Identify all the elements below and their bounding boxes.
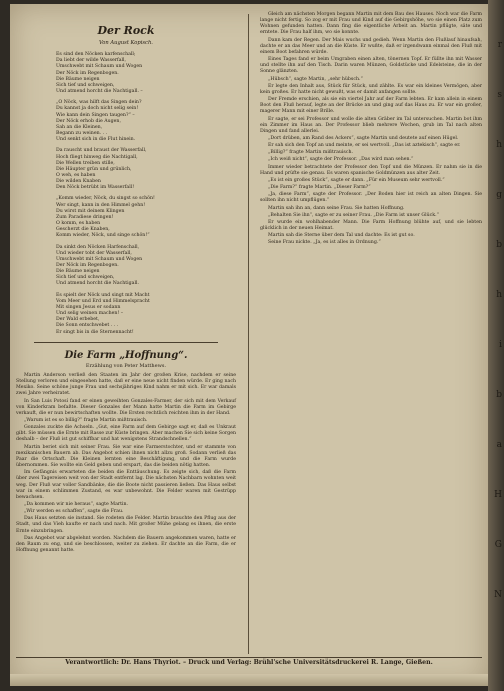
poem-line: „O Nöck, was hilft das Singen dein? bbox=[56, 100, 142, 106]
poem-line: Es sind den Nöcken karfenschall; bbox=[56, 52, 136, 58]
poem-stanza bbox=[16, 293, 236, 336]
poem-line: Die Bäume neigen bbox=[56, 269, 100, 275]
edge-letter: h bbox=[496, 140, 502, 150]
poem-stanza bbox=[16, 100, 236, 143]
paragraph: Er wurde ein wohlhabender Mann. Die Farm Hoffnung blühte auf, und sie lebten glücklich in der neuen Heimat. bbox=[260, 219, 482, 231]
imprint: Verantwortlich: Dr. Hans Thyriot. – Druck und Verlag: Brühl'sche Universitätsdruckerei R. Lange, Gießen. bbox=[16, 657, 482, 667]
paragraph: Seine Frau nickte. „Ja, es ist alles in Ordnung.“ bbox=[268, 240, 381, 246]
edge-letter: b bbox=[496, 240, 502, 250]
paragraph: „Es ist ein großes Stück“, sagte er dann. „Für ein Museum sehr wertvoll.“ bbox=[268, 177, 445, 183]
paragraph: „Hübsch“, sagte Martin, „sehr hübsch.“ bbox=[268, 76, 363, 82]
poem-line: Die Sonn entschwebet . . . bbox=[56, 323, 119, 329]
edge-letter: r bbox=[497, 40, 502, 50]
paragraph: „Wir werden es schaffen“, sagte die Frau. bbox=[24, 509, 124, 515]
divider bbox=[34, 342, 218, 343]
newspaper-page bbox=[10, 4, 488, 686]
poem-line: Vom Meer und Erd und Himmelspracht bbox=[56, 298, 150, 304]
paragraph: Gonzales zuckte die Achseln. „Gut, eine Farm auf dem Gebirge sagt er, daß es Unkraut gibt. Sie müssen die Ernte mit Rasse zur Küste bringen. Aber machen Sie sich keine Sorgen deshalb – der Fluß ist gut schiffbar und hat wenigstens Strandschnellen.“ bbox=[16, 425, 236, 443]
poem-stanza bbox=[16, 52, 236, 95]
story-text-left bbox=[16, 373, 236, 554]
poem-line: Und senkt sich in die Flut hinein. bbox=[56, 137, 136, 143]
paragraph: „Dort drüben, am Rand des Ackers“, sagte Martin und deutete auf einen Hügel. bbox=[268, 135, 459, 141]
edge-letter: G bbox=[494, 540, 502, 550]
poem-line: Begann zu weinen. . . bbox=[56, 131, 108, 137]
edge-letter: b bbox=[496, 390, 502, 400]
poem-line: Sich tief und schweigen, bbox=[56, 275, 115, 281]
poem-line: O weh, es haben bbox=[56, 172, 96, 178]
paragraph: Das Angebot war abgelehnt worden. Nachdem die Bauern angekommen waren, hatte er den Raum zu eng, und sie beschlossen, weiter zu ziehen. Er dachte an die Farm, die er Hoffnung genannt hatte. bbox=[16, 535, 236, 554]
poem-line: Die Häupter grün und grünlich, bbox=[56, 166, 132, 172]
poem-line: Es spielt der Nöck und singt mit Macht bbox=[56, 292, 150, 298]
edge-letter: a bbox=[496, 440, 502, 450]
poem-line: Da rauscht und braust der Wasserfall, bbox=[56, 148, 147, 154]
story-title: Die Farm „Hoffnung“. bbox=[64, 349, 188, 361]
left-column bbox=[16, 12, 236, 555]
poem-line: Hoch fliegt hinweg die Nachtigall, bbox=[56, 154, 138, 160]
paragraph: „Die Farm?“ fragte Martin. „Dieser Farm?“ bbox=[268, 185, 371, 191]
paragraph: „Behalten Sie ihn“, sagte er zu seiner Frau. „Die Farm ist unser Glück.“ bbox=[268, 212, 440, 218]
poem-line: Wer singt, kann in den Himmel gehn! bbox=[56, 202, 146, 208]
poem-line: Komm wieder, Nöck, und singe schön!“ bbox=[56, 233, 150, 239]
poem-line: „Komm wieder, Nöck, du singst so schön! bbox=[56, 196, 155, 202]
poem-stanza bbox=[16, 245, 236, 288]
paragraph: „Warum ist es so billig?“ fragte Martin mißtrauisch. bbox=[24, 417, 148, 423]
poem-stanza bbox=[16, 148, 236, 191]
poem-line: Mit singen Jesus er sodann bbox=[56, 304, 121, 310]
paragraph: Martin sah die Sterne über dem Tal und dachte: Es ist gut so. bbox=[268, 233, 415, 239]
poem-line: Sah an die Kleinen, bbox=[56, 124, 103, 130]
poem-line: Der Nöck erhob die Augen, bbox=[56, 118, 121, 124]
paragraph: Eines Tages fand er beim Umgraben einen alten, tönernen Topf. Er füllte ihn mit Wasser und stellte ihn auf den Tisch. Darin waren Münzen, Goldstücke und Edelsteine, die in der Sonne glänzten. bbox=[260, 57, 482, 75]
paragraph: Dann kam der Regen. Der Mais wuchs und gedieh. Wenn Martin den Flußlauf hinaufsah, dachte er an das Meer und an die Küste. Er wußte, daß er irgendwann einmal den Fluß mit einem Boot befahren würde. bbox=[260, 37, 482, 55]
paragraph: Martin Anderson verließ den Staaten im Jahr der großen Krise, nachdem er seine Stellung verloren und eingesehen hatte, daß er eine neue nicht finden würde. Er ging nach Mexiko. Seine schöne junge Frau und sechsjähriges Kind nahm er mit sich. Er war damals zwei Jahre verheiratet. bbox=[16, 372, 236, 397]
paragraph: Martin beriet sich mit seiner Frau. Sie war eine Farmerstochter, und er stammte von mexikanischen Bauern ab. Das Angebot schien ihnen nicht allzu groß. Sodann verließ das Paar die Ortschaft. Die Kleinen lernten eine Beschäftigung, und die Farm wurde übernommen. Sie wollte ein Geld geben und erspart, das die beiden nötig hatten. bbox=[16, 444, 236, 469]
poem-line: Da liebt der wilde Wasserfall, bbox=[56, 58, 127, 64]
poem-line: Umschwebt mit Schaum und Wogen bbox=[56, 64, 143, 70]
edge-letter: H bbox=[494, 490, 502, 500]
column-divider bbox=[248, 14, 249, 654]
poem-line: Die wilden Knaben bbox=[56, 179, 101, 185]
edge-letter: h bbox=[496, 290, 502, 300]
paragraph: „Da kommen wir nie heraus“, sagte Martin. bbox=[24, 502, 129, 507]
poem-title: Der Rock bbox=[97, 24, 155, 37]
paragraph: Er sah sich den Topf an und meinte, er sei wertvoll. „Das ist aztekisch“, sagte er. bbox=[268, 143, 461, 149]
paragraph: „Billig?“ fragte Martin mißtrauisch. bbox=[268, 150, 353, 156]
poem-line: Und wieder tobt der Wasserfall, bbox=[56, 250, 132, 256]
poem-line: Da sinkt den Nöcken Harfenschall, bbox=[56, 244, 140, 250]
paragraph: Martin sah ihn an, dann seine Frau. Sie hatten Hoffnung. bbox=[268, 205, 405, 211]
poem-stanza bbox=[16, 196, 236, 239]
paragraph: „Ich weiß nicht“, sagte der Professor. „Das wird man sehen.“ bbox=[268, 157, 414, 163]
poem-body bbox=[16, 52, 236, 336]
poem-line: Der Nöck im Regenbogen. bbox=[56, 263, 119, 268]
paragraph: In San Luis Potosí fand er einen geweihten Gonzales-Farmer, der sich mit dem Verkauf von Kinderkram befaßte. Dieser Gonzales der Mann hatte Martin die Farm im Gebirge verkauft, die er nun bewirtschaften wollte. Die Ersten rechtlich reichten ihm in der Hand. bbox=[16, 398, 236, 416]
page-bottom-edge bbox=[10, 674, 488, 686]
poem-line: Zum Paradiese dringen! bbox=[56, 214, 114, 220]
poem-line: Den Nöck betrübt im Wasserfall! bbox=[56, 185, 135, 191]
story-byline: Erzählung von Peter Matthews. bbox=[85, 362, 167, 369]
edge-letter: i bbox=[499, 340, 502, 350]
edge-letter: s bbox=[497, 90, 502, 100]
paragraph: Gleich am nächsten Morgen begann Martin mit dem Bau des Hauses. Noch war die Farm lange nicht fertig. So zog er mit Frau und Kind auf die Gebirgshöhe, wo sie einen Platz zum Wohnen gefunden hatten. Dann fing die eigentliche Arbeit an. Martin pflügte, säte und erntete. Die Frau half ihm, wo sie konnte. bbox=[260, 12, 482, 36]
story-text-right bbox=[260, 12, 482, 246]
paragraph: Das Haus setzten sie instand. Sie rodeten die Felder. Martin brauchte den Pflug aus der Stadt, und das Vieh kaufte er nach und nach. Mit großer Mühe gelang es ihnen, die erste Ernte einzubringen. bbox=[16, 516, 236, 534]
poem-line: Und atmend horcht die Nachtigall. – bbox=[56, 89, 143, 95]
poem-line: Umschwebt mit Schaum und Wogen bbox=[56, 256, 143, 262]
right-column bbox=[260, 12, 482, 247]
paragraph: Immer wieder betrachtete der Professor den Topf und die Münzen. Er nahm sie in die Hand und prüfte sie genau. Es waren spanische Goldmünzen aus alter Zeit. bbox=[260, 164, 482, 176]
poem-line: Der Wald erbebet, bbox=[56, 317, 100, 323]
poem-line: Und atmend horcht die Nachtigall. bbox=[56, 281, 139, 287]
adjacent-page-edge bbox=[488, 0, 504, 691]
poem-author: Von August Kopisch. bbox=[99, 40, 153, 46]
poem-line: Du wirst mit deinem Klingen bbox=[56, 208, 125, 214]
poem-line: Wie kann dein Singen taugen?“ – bbox=[56, 112, 135, 118]
poem-line: Die Bäume neigen bbox=[56, 76, 100, 82]
paragraph: Er sagte, er sei Professor und wolle die alten Gräber im Tal untersuchen. Martin bot ihm ein Zimmer im Haus an. Der Professor blieb mehrere Wochen, grub im Tal nach alten Dingen und fand allerlei. bbox=[260, 116, 482, 134]
poem-line: Gescherzt die Knaben, bbox=[56, 227, 110, 233]
poem-line: Und selig weinen machen! – bbox=[56, 311, 124, 317]
edge-letter: g bbox=[496, 190, 502, 200]
edge-letter: N bbox=[494, 590, 502, 600]
poem-line: Sich tief und schweigen, bbox=[56, 82, 115, 88]
paragraph: Er legte den Inhalt aus, Stück für Stück, und zählte. Es war ein kleines Vermögen, aber kein großes. Er hatte nicht gewußt, was er damit anfangen sollte. bbox=[260, 83, 482, 95]
paragraph: Im Gefängnis erwarteten die beiden die Enttäuschung. Es zeigte sich, daß die Farm über zwei Tagereisen weit von der Stadt entfernt lag. Die nächsten Nachbarn wohnten weit weg. Der Fluß war voller Sandbänke, die die Boote nicht passieren ließen. Das Haus selbst war in einem schlimmen Zustand, es war unbewohnt. Die Felder waren mit Gestrüpp bewachsen. bbox=[16, 470, 236, 500]
paragraph: Der Fremde erschien, als sie ein viertel Jahr auf der Farm lebten. Er kam allein in einem Boot den Fluß herauf, legte an der Brücke an und ging auf das Haus zu. Er war ein großer, magerer Mann mit einer Brille. bbox=[260, 97, 482, 115]
poem-line: Du kannst ja doch nicht selig sein! bbox=[56, 106, 139, 112]
poem-line: O komm, es haben bbox=[56, 221, 101, 227]
poem-line: Er singt bis in die Sternennacht! bbox=[56, 329, 134, 335]
paragraph: „Ja, diese Farm“, sagte der Professor. „Der Boden hier ist reich an alten Dingen. Sie sollten ihn nicht umpflügen.“ bbox=[260, 192, 482, 204]
poem-line: Der Nöck im Regenbogen. bbox=[56, 70, 119, 76]
poem-line: Die Wellen treiben stille, bbox=[56, 160, 115, 166]
